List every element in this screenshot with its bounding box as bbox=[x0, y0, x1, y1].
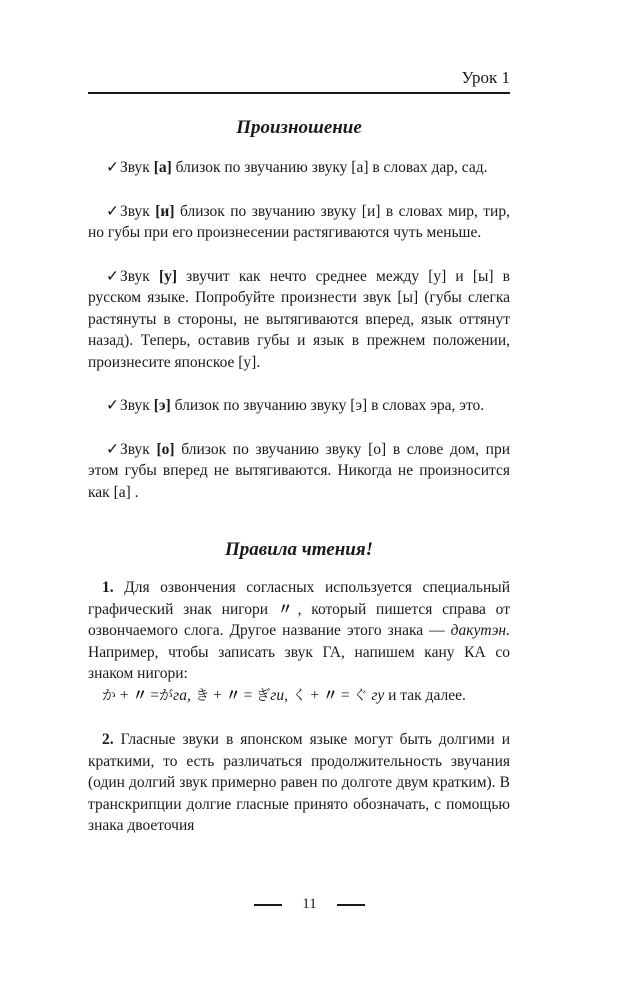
sound-a: [а] bbox=[153, 159, 172, 176]
checkmark-icon: ✓ bbox=[106, 267, 119, 285]
footer-dash-left bbox=[254, 904, 282, 906]
rule-2-text: 2. Гласные звуки в японском языке могут быть долгими и краткими, то есть различаться продолжительность звучания (один долгий звук примерно равен по долготе двум кратким). В транскрипции долгие гласные принято обозначать, с помощью знака двоеточия bbox=[88, 731, 510, 834]
pronunciation-title: Произношение bbox=[236, 117, 362, 138]
pron-item-i: ✓Звук [и] близок по звучанию звуку [и] в словах мир, тир, но губы при его произнесении растягиваются чуть меньше. bbox=[88, 202, 510, 241]
pron-item-a: ✓Звук [а] близок по звучанию звуку [а] в словах дар, сад. bbox=[88, 157, 510, 179]
sound-o: [о] bbox=[156, 440, 175, 458]
page-body bbox=[88, 115, 510, 859]
checkmark-icon: ✓ bbox=[106, 159, 119, 176]
lesson-label: Урок 1 bbox=[461, 68, 510, 87]
sound-u: [у] bbox=[158, 267, 178, 285]
rule-1 bbox=[88, 577, 510, 707]
sound-e: [э] bbox=[153, 397, 171, 414]
page-number: 11 bbox=[302, 896, 317, 912]
pron-item-u: ✓Звук [у] звучит как нечто среднее между [у] и [ы] в русском языке. Попробуйте произнести звук [ы] (губы слегка растянуты в стороны, не вытягиваются вперед, язык оттянут назад). Теперь, оставив губы и язык в прежнем положении, произнесите японское [у]. bbox=[88, 267, 510, 371]
running-header bbox=[88, 66, 510, 94]
page-footer bbox=[0, 896, 619, 920]
nigori-mark-icon: 〃 bbox=[277, 599, 298, 618]
rule-1-text: 1. Для озвончения согласных используется специальный графический знак нигори 〃, который пишется справа от озвончаемого слога. Другое название этого знака — дакутэн. Например, чтобы записать звук ГА, напишем кану КА со знаком нигори: bbox=[88, 579, 510, 682]
dakuten-term: дакутэн. bbox=[450, 622, 510, 639]
sound-i: [и] bbox=[155, 202, 175, 220]
pron-item-o: ✓Звук [о] близок по звучанию звуку [о] в слове дом, при этом губы вперед не вытягиваются. Никогда не произносится как [а] . bbox=[88, 440, 510, 501]
footer-dash-right bbox=[337, 904, 365, 906]
pron-item-e: ✓Звук [э] близок по звучанию звуку [э] в словах эра, это. bbox=[88, 395, 510, 417]
kana-examples: か + 〃 =がга, き + 〃 = ぎги, く + 〃 = ぐ гу и так далее. bbox=[102, 685, 466, 704]
checkmark-icon: ✓ bbox=[106, 397, 119, 414]
checkmark-icon: ✓ bbox=[106, 202, 119, 220]
checkmark-icon: ✓ bbox=[106, 440, 119, 458]
rule-2 bbox=[88, 729, 510, 837]
reading-rules-title: Правила чтения! bbox=[224, 539, 374, 560]
